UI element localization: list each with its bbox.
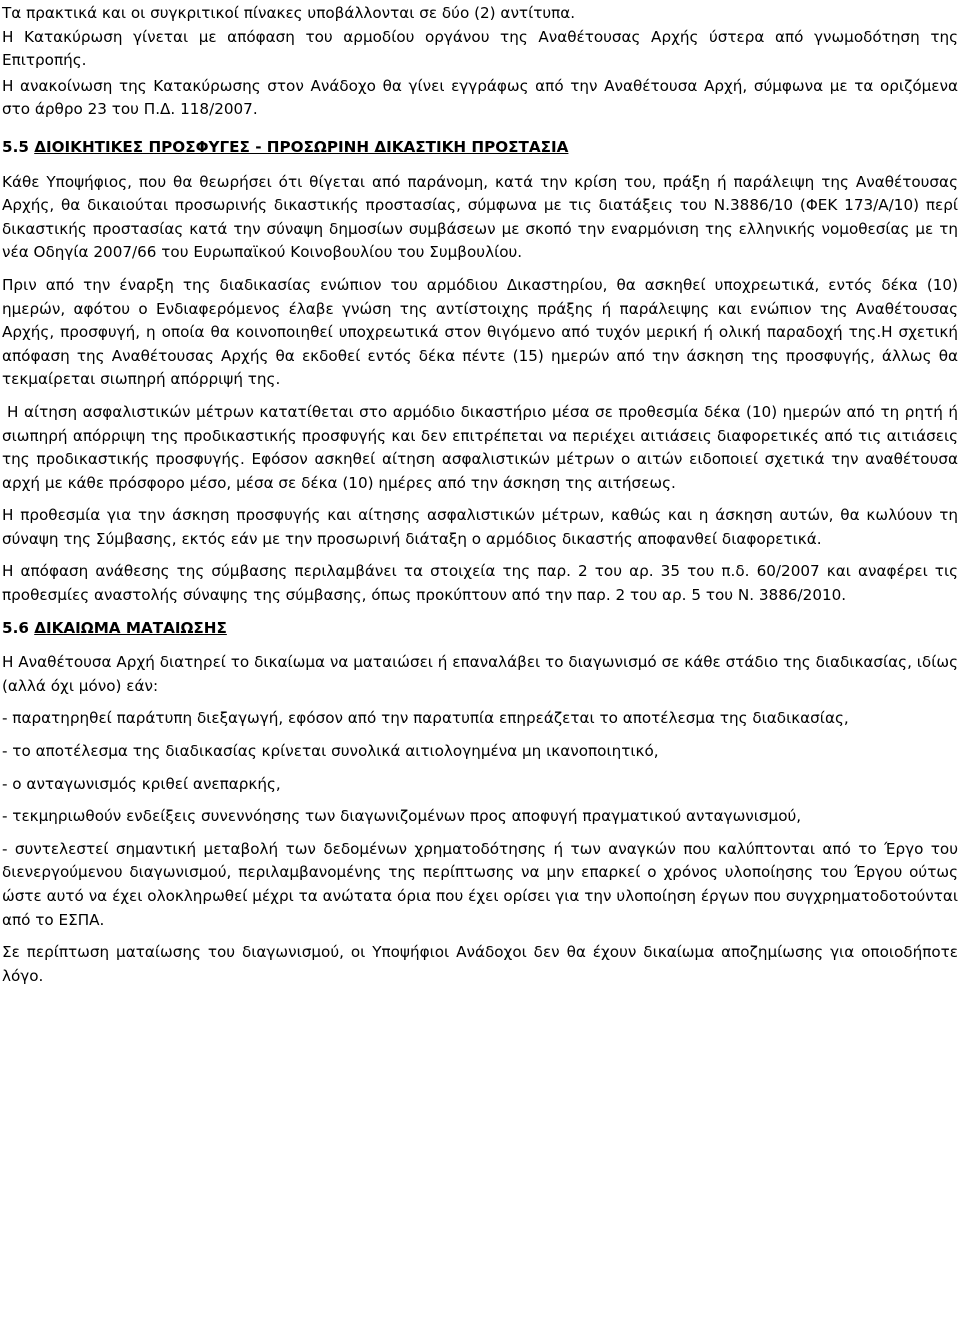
section-5-5-paragraph: Η αίτηση ασφαλιστικών μέτρων κατατίθεται στο αρμόδιο δικαστήριο μέσα σε προθεσμία δέκα (10) ημερών από τη ρητή ή σιωπηρή απόρριψη της προδικαστικής προσφυγής και δεν επιτρέπεται να περιέχει αιτιάσεις διαφορετικές από τις αιτιάσεις της προδικαστικής προσφυγής. Εφόσον ασκηθεί αίτηση ασφαλιστικών μέτρων ο αιτών ειδοποιεί σχετικά την αναθέτουσα αρχή με κάθε πρόσφορο μέσο, μέσα σε δέκα (10) ημέρες από την άσκηση της αιτήσεως. xyxy=(2,402,958,492)
intro-line-3: Η ανακοίνωση της Κατακύρωσης στον Ανάδοχο θα γίνει εγγράφως από την Αναθέτουσα Αρχή, σύμφωνα με τα οριζόμενα στο άρθρο 23 του Π.Δ. 118/2007. xyxy=(2,76,958,119)
section-5-5-number: 5.5 xyxy=(2,137,35,156)
section-5-6-number: 5.6 xyxy=(2,618,35,637)
section-5-5-paragraph: Η απόφαση ανάθεσης της σύμβασης περιλαμβάνει τα στοιχεία της παρ. 2 του αρ. 35 του π.δ. 60/2007 και αναφέρει τις προθεσμίες αναστολής σύναψης της σύμβασης, όπως προκύπτουν από την παρ. 2 του αρ. 5 του Ν. 3886/2010. xyxy=(2,562,958,605)
section-5-5-paragraph: Πριν από την έναρξη της διαδικασίας ενώπιον του αρμόδιου Δικαστηρίου, θα ασκηθεί υποχρεωτικά, εντός δέκα (10) ημερών, αφότου ο Ενδιαφερόμενος έλαβε γνώση της αντίστοιχης πράξης ή παράλειψης και ενώπιον της Αναθέτουσας Αρχής, προσφυγή, η οποία θα κοινοποιηθεί υποχρεωτικά στον θιγόμενο από τυχόν μερική ή ολική παραδοχή της.Η σχετική απόφαση της Αναθέτουσας Αρχής θα εκδοθεί εντός δέκα πέντε (15) ημερών από την άσκηση της προσφυγής, άλλως θα τεκμαίρεται σιωπηρή απόρριψή της. xyxy=(2,275,958,389)
section-5-5-paragraph: Κάθε Υποψήφιος, που θα θεωρήσει ότι θίγεται από παράνομη, κατά την κρίση του, πράξη ή παράλειψη της Αναθέτουσας Αρχής, θα δικαιούται προσωρινής δικαστικής προστασίας, σύμφωνα με τις διατάξεις του Ν.3886/10 (ΦΕΚ 173/Α/10) περί δικαστικής προστασίας κατά την σύναψη δημοσίων συμβάσεων με σκοπό την εναρμόνιση της ελληνικής νομοθεσίας με τη νέα Οδηγία 2007/66 του Ευρωπαϊκού Κοινοβουλίου του Συμβουλίου. xyxy=(2,172,958,262)
intro-line-2: Η Κατακύρωση γίνεται με απόφαση του αρμοδίου οργάνου της Αναθέτουσας Αρχής ύστερα από γνωμοδότηση της Επιτροπής. xyxy=(2,27,958,70)
section-5-6-closing: Σε περίπτωση ματαίωσης του διαγωνισμού, οι Υποψήφιοι Ανάδοχοι δεν θα έχουν δικαίωμα αποζημίωσης για οποιοδήποτε λόγο. xyxy=(2,943,958,985)
section-5-5-title: ΔΙΟΙΚΗΤΙΚΕΣ ΠΡΟΣΦΥΓΕΣ - ΠΡΟΣΩΡΙΝΗ ΔΙΚΑΣΤΙΚΗ ΠΡΟΣΤΑΣΙΑ xyxy=(34,137,569,156)
section-5-6-heading xyxy=(2,617,958,641)
section-5-6-lead: Η Αναθέτουσα Αρχή διατηρεί το δικαίωμα να ματαιώσει ή επαναλάβει το διαγωνισμό σε κάθε στάδιο της διαδικασίας, ιδίως (αλλά όχι μόνο) εάν: xyxy=(2,653,958,695)
list-item: - ο ανταγωνισμός κριθεί ανεπαρκής, xyxy=(2,774,281,793)
list-item: - τεκμηριωθούν ενδείξεις συνεννόησης των διαγωνιζομένων προς αποφυγή πραγματικού ανταγωνισμού, xyxy=(2,807,802,826)
list-item: - συντελεστεί σημαντική μεταβολή των δεδομένων χρηματοδότησης ή των αναγκών που καλύπτονται από το Έργο του διενεργούμενου διαγωνισμού, περιλαμβανομένης της περίπτωσης να μην επαρκεί ο χρόνος υλοποίησης του Έργου ούτως ώστε αυτό να έχει ολοκληρωθεί μέχρι τα ανώτατα όρια που έχει ορίσει για την υλοποίηση έργων που συγχρηματοδοτούνται από το ΕΣΠΑ. xyxy=(2,839,958,929)
section-5-5-paragraph: Η προθεσμία για την άσκηση προσφυγής και αίτησης ασφαλιστικών μέτρων, καθώς και η άσκηση αυτών, θα κωλύουν τη σύναψη της Σύμβασης, εκτός εάν με την προσωρινή διάταξη ο αρμόδιος δικαστής αποφανθεί διαφορετικά. xyxy=(2,506,958,548)
section-5-6-title: ΔΙΚΑΙΩΜΑ ΜΑΤΑΙΩΣΗΣ xyxy=(34,618,227,637)
intro-line-1: Τα πρακτικά και οι συγκριτικοί πίνακες υποβάλλονται σε δύο (2) αντίτυπα. xyxy=(2,4,576,22)
list-item: - το αποτέλεσμα της διαδικασίας κρίνεται συνολικά αιτιολογημένα μη ικανοποιητικό, xyxy=(2,742,659,761)
list-item: - παρατηρηθεί παράτυπη διεξαγωγή, εφόσον από την παρατυπία επηρεάζεται το αποτέλεσμα της διαδικασίας, xyxy=(2,709,849,728)
section-5-5-heading xyxy=(2,136,958,160)
